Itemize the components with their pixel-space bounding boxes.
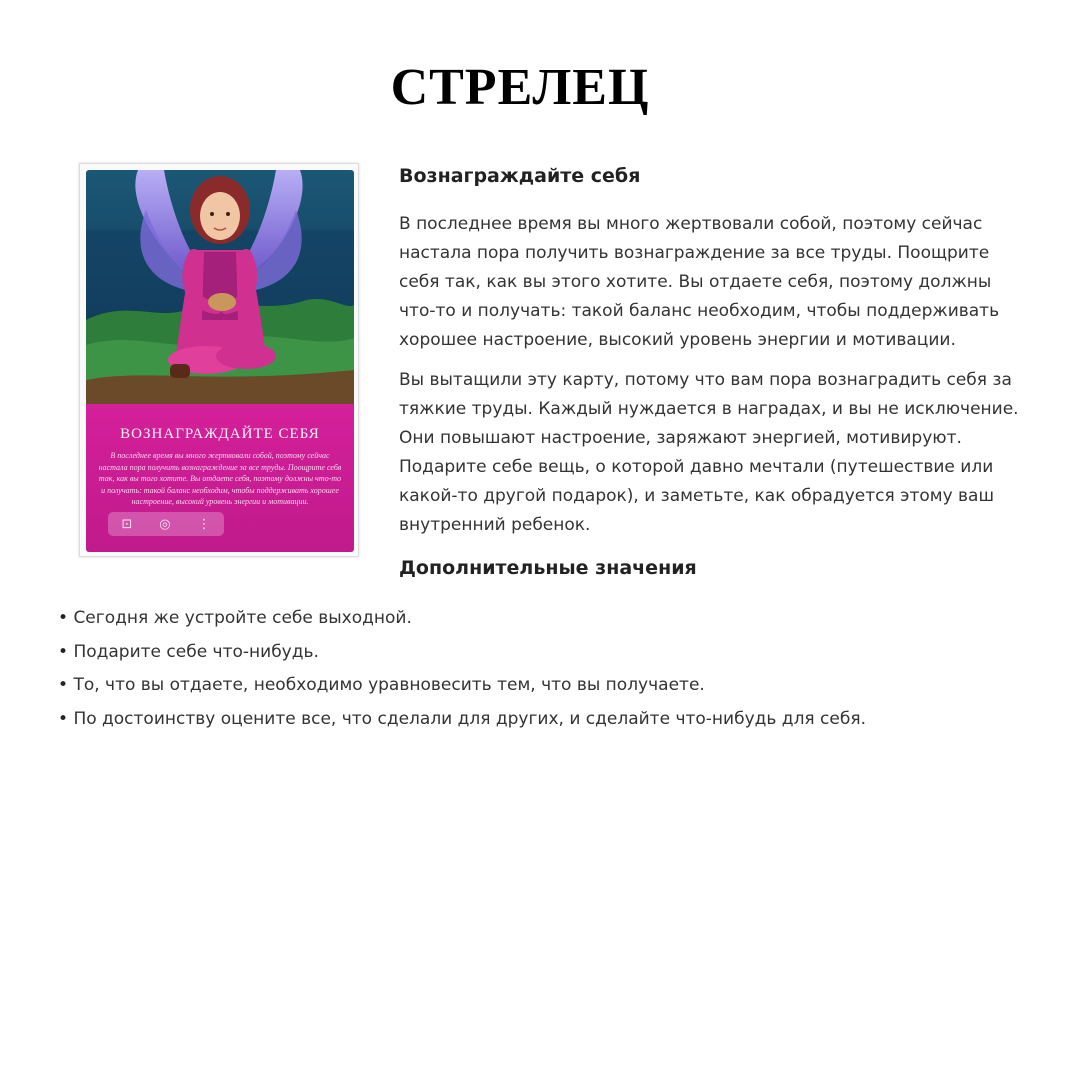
paragraph: В последнее время вы много жертвовали собой, поэтому сейчас настала пора получить вознаграждение за все труды. Поощрите себя так, как вы этого хотите. Вы отдаете себя, поэтому должны что-то и получать: такой баланс необходим, чтобы поддерживать хорошее настроение, высокий уровень энергии и мотивации. — [399, 214, 1000, 350]
more-icon[interactable]: ⋮ — [197, 516, 211, 532]
card-illustration — [86, 170, 354, 404]
card-image-frame[interactable] — [79, 163, 359, 557]
card-text: В последнее время вы много жертвовали собой, поэтому сейчас настала пора получить вознаграждение за все труды. Поощрите себя так, как вы того хотите. Вы отдаете себя, поэтому должны что-то и получать: такой баланс необходим, чтобы поддерживать хорошее настроение, высокий уровень энергии и мотивации. — [98, 451, 342, 506]
list-item: • Сегодня же устройте себе выходной. — [58, 604, 866, 638]
section-heading: Вознаграждайте себя — [399, 165, 641, 187]
oracle-card — [86, 170, 354, 552]
card-banner — [86, 404, 354, 552]
image-toolbar — [108, 512, 224, 536]
card-title: ВОЗНАГРАЖДАЙТЕ СЕБЯ — [120, 426, 320, 442]
lens-icon[interactable]: ◎ — [159, 516, 171, 532]
paragraph: Вы вытащили эту карту, потому что вам пора вознаградить себя за тяжкие труды. Каждый нуждается в наградах, и вы не исключение. Они повышают настроение, заряжают энергией, мотивируют. Подарите себе вещь, о которой давно мечтали (путешествие или какой-то другой подарок), и заметьте, как обрадуется этому ваш внутренний ребенок. — [399, 370, 1019, 535]
save-icon[interactable]: ⊡ — [121, 516, 133, 532]
list-item: • То, что вы отдаете, необходимо уравновесить тем, что вы получаете. — [58, 671, 866, 705]
extra-meanings-list — [58, 604, 866, 738]
page-title: СТРЕЛЕЦ — [390, 59, 650, 116]
extra-meanings-heading: Дополнительные значения — [399, 557, 697, 579]
list-item: • Подарите себе что-нибудь. — [58, 638, 866, 672]
list-item: • По достоинству оцените все, что сделали для других, и сделайте что-нибудь для себя. — [58, 705, 866, 739]
